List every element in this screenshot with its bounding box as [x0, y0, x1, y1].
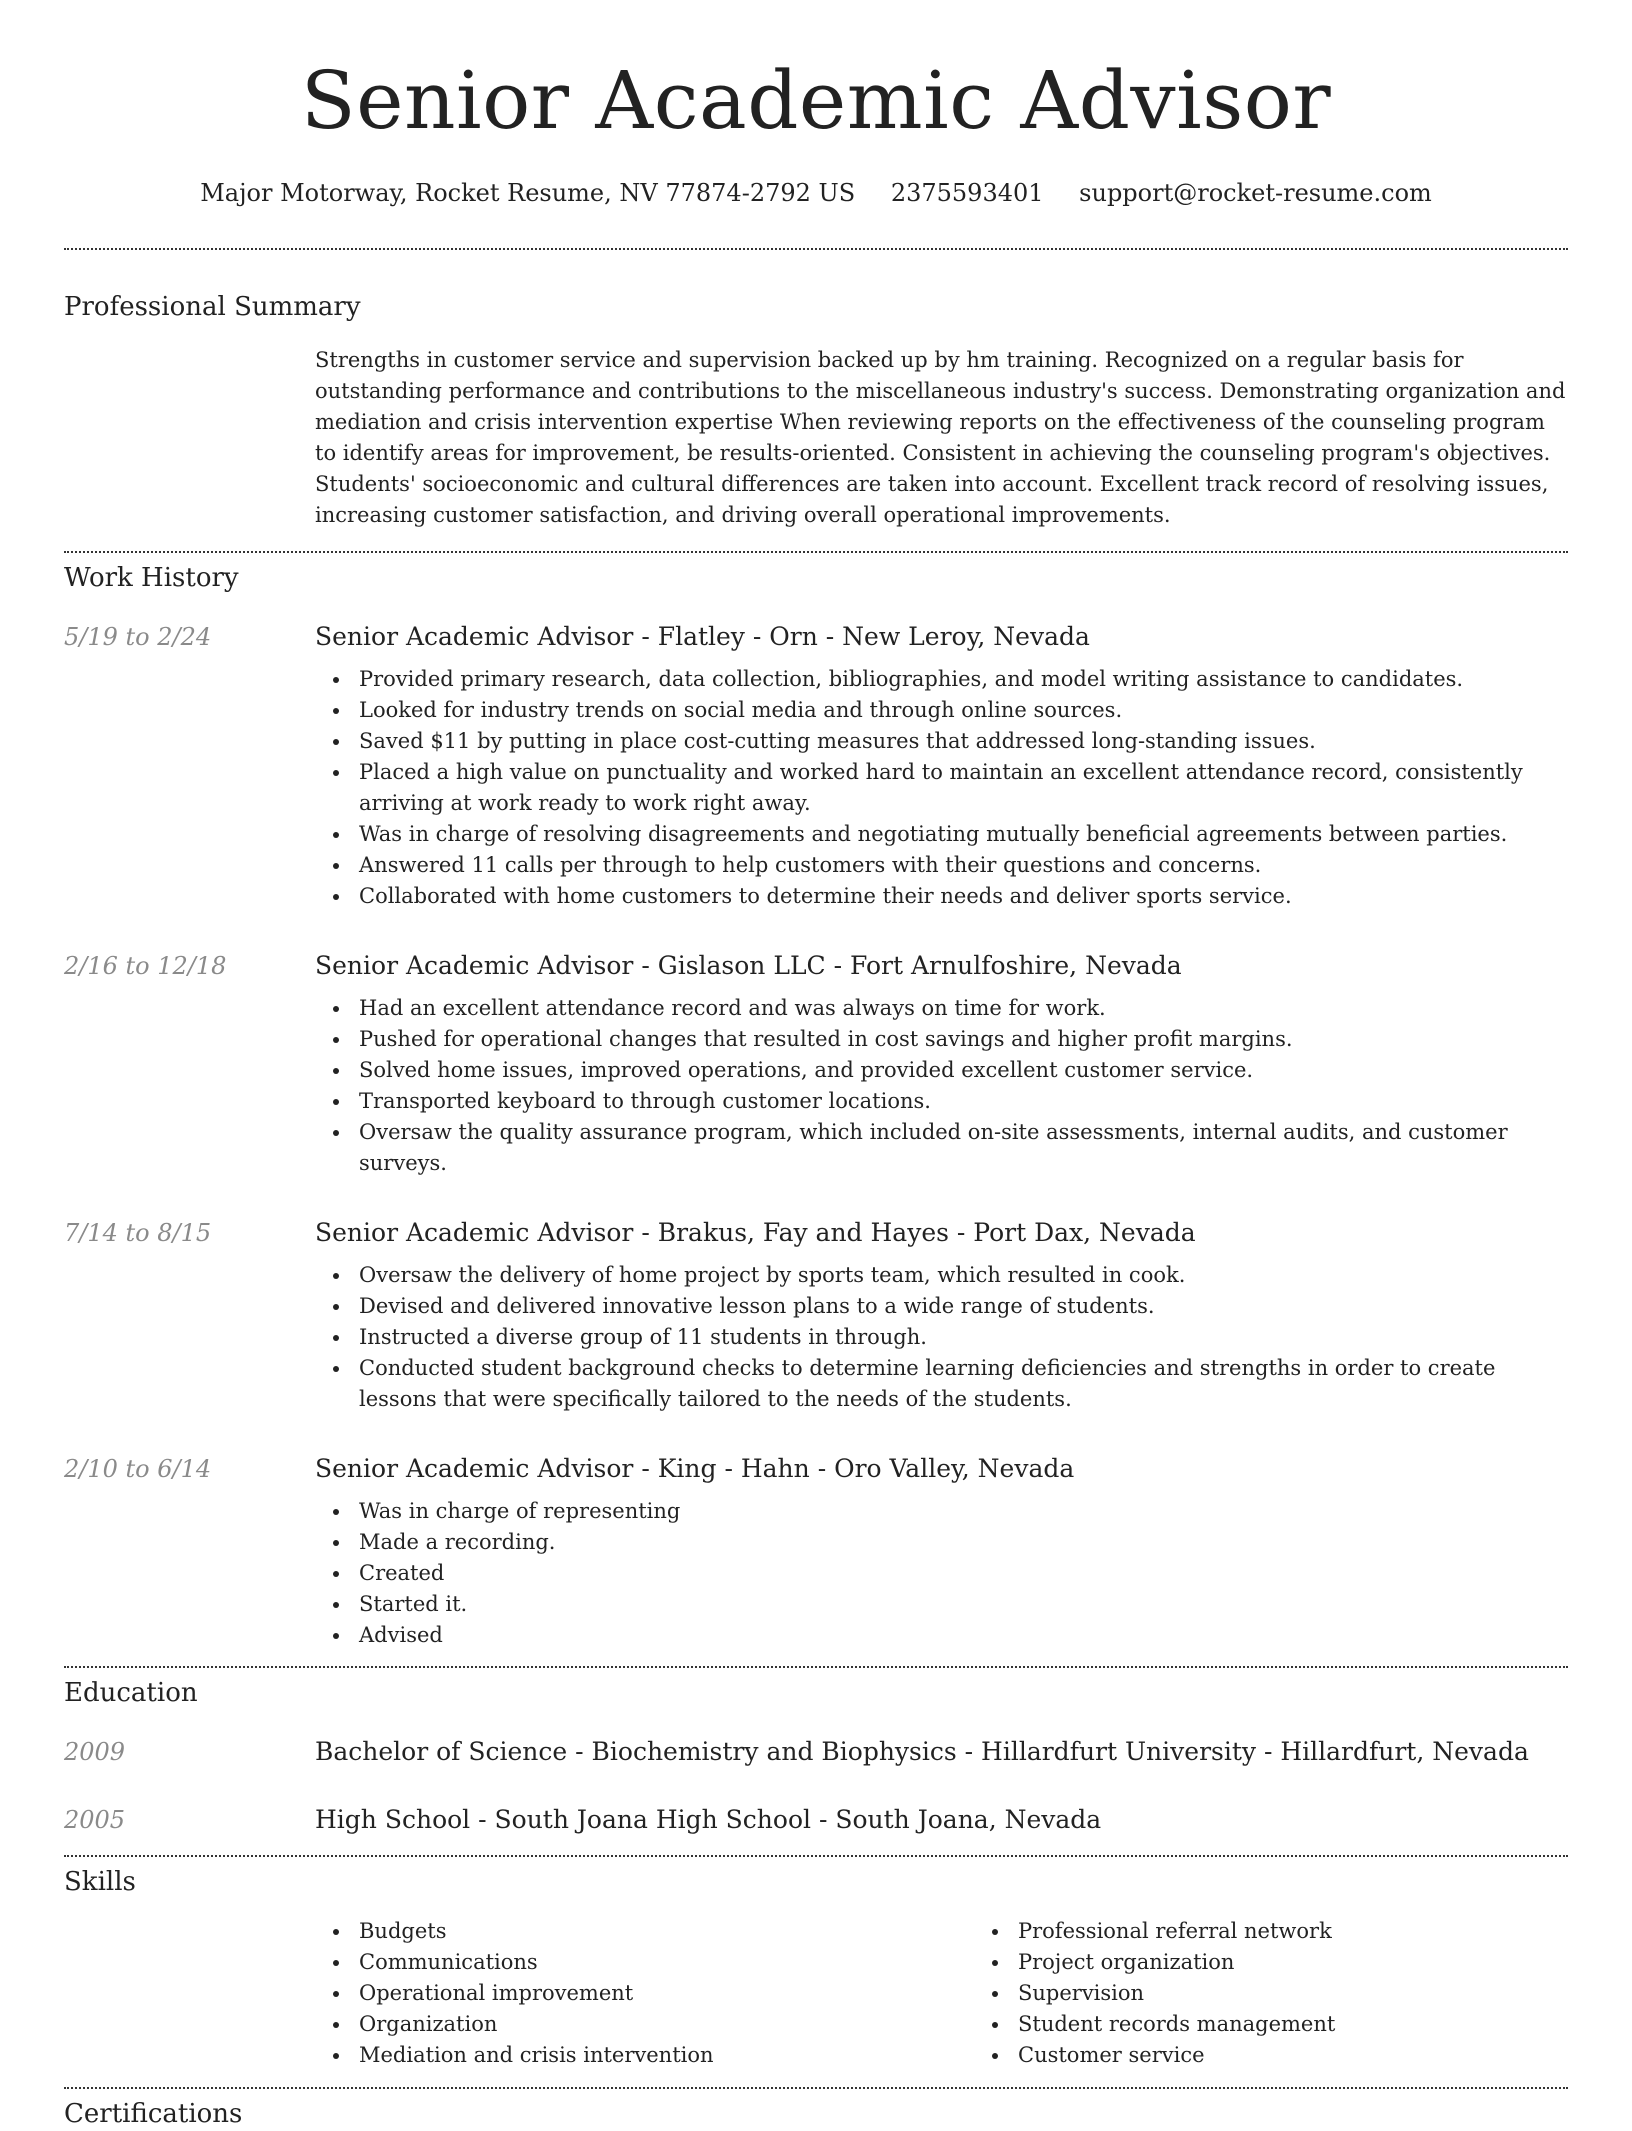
education-year: 2009: [64, 1738, 126, 1766]
skill-item: Organization: [359, 2009, 974, 2040]
list-item: Was in charge of resolving disagreements and negotiating mutually beneficial agreements between parties.: [359, 819, 1568, 850]
divider: [64, 248, 1568, 250]
list-item: Advised: [359, 1620, 1568, 1651]
job-entry: [64, 1452, 1568, 1651]
job-dates: 2/16 to 12/18: [64, 952, 227, 980]
education-entry: [64, 1735, 1568, 1769]
list-item: Collaborated with home customers to determine their needs and deliver sports service.: [359, 881, 1568, 912]
resume-name: Senior Academic Advisor: [300, 54, 1332, 147]
list-item: Answered 11 calls per through to help customers with their questions and concerns.: [359, 850, 1568, 881]
resume-page: [64, 0, 1568, 2131]
divider: [64, 1855, 1568, 1857]
section-title-summary: Professional Summary: [64, 292, 361, 322]
list-item: Transported keyboard to through customer locations.: [359, 1086, 1568, 1117]
divider: [64, 2087, 1568, 2089]
skill-item: Operational improvement: [359, 1978, 974, 2009]
list-item: Pushed for operational changes that resulted in cost savings and higher profit margins.: [359, 1024, 1568, 1055]
contact-phone: 2375593401: [890, 179, 1044, 207]
section-title-education: Education: [64, 1678, 198, 1708]
skill-item: Communications: [359, 1947, 974, 1978]
education-entry: [64, 1803, 1568, 1837]
skills-list-left: [315, 1916, 974, 2071]
job-heading: Senior Academic Advisor - Brakus, Fay and Hayes - Port Dax, Nevada: [315, 1218, 1196, 1247]
education-year: 2005: [64, 1806, 126, 1834]
list-item: Solved home issues, improved operations, and provided excellent customer service.: [359, 1055, 1568, 1086]
section-title-skills: Skills: [64, 1867, 136, 1897]
skill-item: Student records management: [1018, 2009, 1632, 2040]
divider: [64, 1666, 1568, 1668]
skill-item: Budgets: [359, 1916, 974, 1947]
list-item: Made a recording.: [359, 1527, 1568, 1558]
job-entry: [64, 1216, 1568, 1415]
skills-spacer: [64, 1916, 315, 2071]
list-item: Oversaw the delivery of home project by sports team, which resulted in cook.: [359, 1260, 1568, 1291]
summary-row: [64, 345, 1568, 531]
education-text: High School - South Joana High School - South Joana, Nevada: [315, 1805, 1102, 1834]
skill-item: Professional referral network: [1018, 1916, 1632, 1947]
divider: [64, 551, 1568, 553]
summary-spacer: [64, 345, 315, 531]
list-item: Conducted student background checks to determine learning deficiencies and strengths in order to create lessons that were specifically tailored to the needs of the students.: [359, 1353, 1568, 1415]
job-heading: Senior Academic Advisor - King - Hahn - Oro Valley, Nevada: [315, 1454, 1075, 1483]
list-item: Looked for industry trends on social media and through online sources.: [359, 695, 1568, 726]
job-bullets: [315, 664, 1568, 912]
list-item: Devised and delivered innovative lesson plans to a wide range of students.: [359, 1291, 1568, 1322]
contact-line: [64, 178, 1568, 208]
list-item: Had an excellent attendance record and was always on time for work.: [359, 993, 1568, 1024]
job-entry: [64, 949, 1568, 1179]
summary-text: Strengths in customer service and supervision backed up by hm training. Recognized on a regular basis for outstanding performance and contributions to the miscellaneous industry's success. Demonstrating organization and mediation and crisis intervention expertise When reviewing reports on the effectiveness of the counseling program to identify areas for improvement, be results-oriented. Consistent in achieving the counseling program's objectives. Students' socioeconomic and cultural differences are taken into account. Excellent track record of resolving issues, increasing customer satisfaction, and driving overall operational improvements.: [315, 348, 1566, 527]
job-bullets: [315, 993, 1568, 1179]
job-entry: [64, 620, 1568, 912]
list-item: Started it.: [359, 1589, 1568, 1620]
list-item: Saved $11 by putting in place cost-cutting measures that addressed long-standing issues.: [359, 726, 1568, 757]
list-item: Was in charge of representing: [359, 1496, 1568, 1527]
skills-row: [64, 1916, 1568, 2071]
list-item: Created: [359, 1558, 1568, 1589]
skill-item: Project organization: [1018, 1947, 1632, 1978]
list-item: Provided primary research, data collection, bibliographies, and model writing assistance to candidates.: [359, 664, 1568, 695]
job-dates: 2/10 to 6/14: [64, 1455, 212, 1483]
job-dates: 5/19 to 2/24: [64, 623, 212, 651]
job-heading: Senior Academic Advisor - Flatley - Orn - New Leroy, Nevada: [315, 622, 1090, 651]
skill-item: Mediation and crisis intervention: [359, 2040, 974, 2071]
section-title-work: Work History: [64, 563, 239, 593]
job-heading: Senior Academic Advisor - Gislason LLC - Fort Arnulfoshire, Nevada: [315, 951, 1182, 980]
list-item: Placed a high value on punctuality and worked hard to maintain an excellent attendance record, consistently arriving at work ready to work right away.: [359, 757, 1568, 819]
skill-item: Supervision: [1018, 1978, 1632, 2009]
skills-list-right: [974, 1916, 1632, 2071]
section-title-certifications: Certifications: [64, 2099, 243, 2129]
job-dates: 7/14 to 8/15: [64, 1219, 212, 1247]
contact-address: Major Motorway, Rocket Resume, NV 77874-2792 US: [200, 179, 856, 207]
job-bullets: [315, 1260, 1568, 1415]
education-text: Bachelor of Science - Biochemistry and Biophysics - Hillardfurt University - Hillardfurt, Nevada: [315, 1737, 1529, 1766]
contact-email: support@rocket-resume.com: [1079, 179, 1432, 207]
list-item: Oversaw the quality assurance program, which included on-site assessments, internal audits, and customer surveys.: [359, 1117, 1568, 1179]
job-bullets: [315, 1496, 1568, 1651]
skill-item: Customer service: [1018, 2040, 1632, 2071]
list-item: Instructed a diverse group of 11 students in through.: [359, 1322, 1568, 1353]
